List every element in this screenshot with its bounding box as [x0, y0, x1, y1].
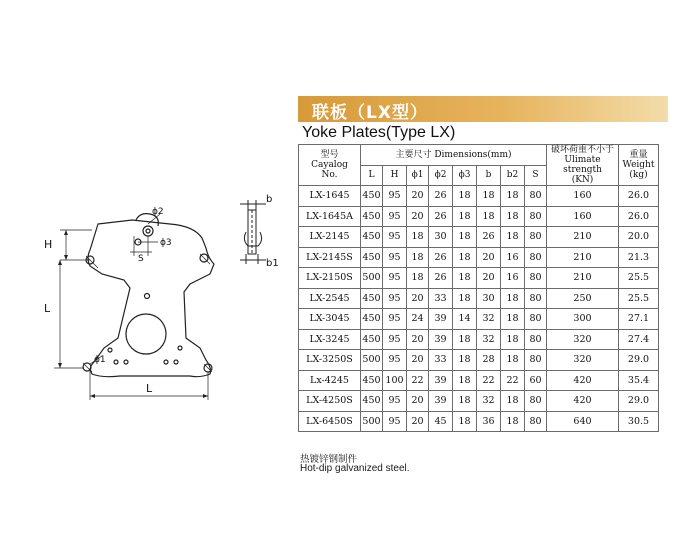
- cell-p1: 18: [407, 227, 429, 248]
- header-model-en1: Cayalog: [311, 160, 348, 170]
- cell-weight: 25.5: [619, 268, 659, 289]
- cell-p3: 18: [453, 288, 477, 309]
- cell-weight: 29.0: [619, 350, 659, 371]
- col-b2: b2: [501, 165, 525, 186]
- page-title: 联板（LX型）: [312, 103, 428, 123]
- label-b1: b1: [266, 258, 279, 269]
- cell-s: 80: [525, 206, 547, 227]
- mid-hole: [145, 294, 150, 299]
- cell-l: 450: [361, 391, 383, 412]
- table-row: [299, 288, 659, 309]
- cell-model: LX-2545: [299, 288, 361, 309]
- cell-strength: 300: [547, 309, 619, 330]
- cell-weight: 29.0: [619, 391, 659, 412]
- col-h: H: [383, 165, 407, 186]
- cell-h: 100: [383, 370, 407, 391]
- cell-b2: 18: [501, 411, 525, 432]
- lower-hole-b: [124, 360, 128, 364]
- header-dimensions: 主要尺寸 Dimensions(mm): [361, 145, 547, 166]
- cell-p2: 26: [429, 186, 453, 207]
- label-l-bottom: L: [146, 382, 153, 395]
- cell-b2: 18: [501, 309, 525, 330]
- cell-b: 36: [477, 411, 501, 432]
- cell-weight: 25.5: [619, 288, 659, 309]
- col-b: b: [477, 165, 501, 186]
- cell-b2: 18: [501, 206, 525, 227]
- cell-weight: 27.1: [619, 309, 659, 330]
- col-l: L: [361, 165, 383, 186]
- cell-b2: 16: [501, 268, 525, 289]
- cell-p1: 18: [407, 247, 429, 268]
- label-l-side: L: [44, 302, 51, 315]
- cell-weight: 26.0: [619, 206, 659, 227]
- cell-weight: 35.4: [619, 370, 659, 391]
- cell-p3: 18: [453, 350, 477, 371]
- label-s: S: [138, 254, 144, 264]
- cell-l: 450: [361, 288, 383, 309]
- cell-model: Lx-4245: [299, 370, 361, 391]
- col-phi1: ϕ1: [407, 165, 429, 186]
- cell-b2: 18: [501, 186, 525, 207]
- cell-p1: 22: [407, 370, 429, 391]
- yoke-plate-drawing: [40, 188, 280, 418]
- cell-model: LX-3045: [299, 309, 361, 330]
- cell-b: 30: [477, 288, 501, 309]
- table-row: [299, 247, 659, 268]
- cell-b: 28: [477, 350, 501, 371]
- cell-b: 32: [477, 309, 501, 330]
- cell-h: 95: [383, 206, 407, 227]
- cell-s: 80: [525, 391, 547, 412]
- cell-p2: 30: [429, 227, 453, 248]
- cell-l: 450: [361, 329, 383, 350]
- cell-p2: 45: [429, 411, 453, 432]
- cell-p2: 26: [429, 206, 453, 227]
- lower-hole-e: [108, 348, 112, 352]
- cell-p3: 18: [453, 247, 477, 268]
- label-phi1: ϕ1: [94, 355, 106, 365]
- cell-s: 80: [525, 288, 547, 309]
- cell-l: 500: [361, 411, 383, 432]
- cell-weight: 30.5: [619, 411, 659, 432]
- header-weight: [619, 145, 659, 186]
- cell-b2: 18: [501, 350, 525, 371]
- cell-p3: 18: [453, 206, 477, 227]
- cell-model: LX-6450S: [299, 411, 361, 432]
- cell-s: 80: [525, 268, 547, 289]
- cell-b: 20: [477, 268, 501, 289]
- cell-strength: 210: [547, 268, 619, 289]
- cell-p2: 39: [429, 391, 453, 412]
- header-weight-cn: 重量: [629, 150, 648, 160]
- header-weight-en: Weight: [622, 160, 655, 170]
- cell-h: 95: [383, 329, 407, 350]
- cell-model: LX-2145S: [299, 247, 361, 268]
- cell-h: 95: [383, 288, 407, 309]
- cell-l: 500: [361, 268, 383, 289]
- spec-table: [298, 144, 659, 432]
- cell-strength: 320: [547, 350, 619, 371]
- cell-strength: 640: [547, 411, 619, 432]
- cell-p1: 24: [407, 309, 429, 330]
- cell-model: LX-4250S: [299, 391, 361, 412]
- cell-b: 32: [477, 329, 501, 350]
- cell-p1: 20: [407, 329, 429, 350]
- cell-weight: 21.3: [619, 247, 659, 268]
- table-row: [299, 411, 659, 432]
- cell-h: 95: [383, 350, 407, 371]
- col-phi2: ϕ2: [429, 165, 453, 186]
- large-hole: [126, 314, 166, 354]
- cell-p2: 39: [429, 370, 453, 391]
- cell-s: 60: [525, 370, 547, 391]
- cell-p2: 39: [429, 309, 453, 330]
- cell-model: LX-3245: [299, 329, 361, 350]
- cell-b2: 18: [501, 391, 525, 412]
- cell-s: 80: [525, 227, 547, 248]
- cell-strength: 420: [547, 370, 619, 391]
- cell-p3: 14: [453, 309, 477, 330]
- note-en: Hot-dip galvanized steel.: [300, 463, 410, 474]
- cell-weight: 26.0: [619, 186, 659, 207]
- table-row: [299, 268, 659, 289]
- cell-l: 450: [361, 206, 383, 227]
- cell-p3: 18: [453, 411, 477, 432]
- cell-p2: 26: [429, 247, 453, 268]
- cell-strength: 160: [547, 186, 619, 207]
- lower-hole-c: [164, 360, 168, 364]
- cell-p1: 20: [407, 288, 429, 309]
- cell-s: 80: [525, 350, 547, 371]
- spec-table-body: [299, 186, 659, 432]
- cell-b2: 16: [501, 247, 525, 268]
- cell-p1: 18: [407, 268, 429, 289]
- cell-s: 80: [525, 247, 547, 268]
- cell-s: 80: [525, 309, 547, 330]
- cell-p1: 20: [407, 411, 429, 432]
- cell-h: 95: [383, 227, 407, 248]
- cell-h: 95: [383, 309, 407, 330]
- cell-p2: 33: [429, 350, 453, 371]
- phi2-hole: [143, 226, 153, 236]
- table-row: [299, 329, 659, 350]
- cell-p1: 20: [407, 350, 429, 371]
- cell-p1: 20: [407, 391, 429, 412]
- lower-hole-f: [178, 346, 182, 350]
- cell-strength: 210: [547, 247, 619, 268]
- label-b: b: [266, 194, 273, 205]
- cell-p2: 33: [429, 288, 453, 309]
- header-model: [299, 145, 361, 186]
- cell-b: 22: [477, 370, 501, 391]
- cell-l: 450: [361, 186, 383, 207]
- cell-b2: 18: [501, 288, 525, 309]
- lower-hole-d: [174, 360, 178, 364]
- label-phi3: ϕ3: [160, 238, 172, 248]
- header-weight-unit: (kg): [629, 170, 648, 180]
- cell-strength: 160: [547, 206, 619, 227]
- cell-s: 80: [525, 411, 547, 432]
- table-row: [299, 370, 659, 391]
- cell-p2: 39: [429, 329, 453, 350]
- cell-b2: 22: [501, 370, 525, 391]
- header-strength-cn: 破坏荷重不小于: [550, 145, 614, 155]
- cell-p1: 20: [407, 206, 429, 227]
- cell-p3: 18: [453, 370, 477, 391]
- lower-hole-a: [114, 360, 118, 364]
- cell-h: 95: [383, 391, 407, 412]
- table-row: [299, 206, 659, 227]
- cell-b2: 18: [501, 329, 525, 350]
- header-model-en2: No.: [321, 170, 338, 180]
- cell-model: LX-1645A: [299, 206, 361, 227]
- cell-p3: 18: [453, 329, 477, 350]
- cell-l: 450: [361, 309, 383, 330]
- cell-model: LX-1645: [299, 186, 361, 207]
- cell-h: 95: [383, 411, 407, 432]
- cell-h: 95: [383, 268, 407, 289]
- cell-strength: 210: [547, 227, 619, 248]
- cell-p3: 18: [453, 227, 477, 248]
- cell-b: 20: [477, 247, 501, 268]
- header-strength-en: Ulimate strength: [563, 155, 602, 175]
- col-s: S: [525, 165, 547, 186]
- table-row: [299, 391, 659, 412]
- label-phi2: ϕ2: [152, 207, 164, 217]
- cell-p3: 18: [453, 268, 477, 289]
- header-model-cn: 型号: [320, 150, 339, 160]
- cell-model: LX-2145: [299, 227, 361, 248]
- header-strength-unit: (KN): [571, 175, 594, 185]
- table-row: [299, 186, 659, 207]
- cell-s: 80: [525, 329, 547, 350]
- header-strength: [547, 145, 619, 186]
- cell-p1: 20: [407, 186, 429, 207]
- cell-b: 26: [477, 227, 501, 248]
- cell-strength: 250: [547, 288, 619, 309]
- cell-weight: 20.0: [619, 227, 659, 248]
- cell-l: 450: [361, 227, 383, 248]
- cell-p3: 18: [453, 186, 477, 207]
- cell-strength: 320: [547, 329, 619, 350]
- cell-l: 450: [361, 370, 383, 391]
- cell-p2: 26: [429, 268, 453, 289]
- cell-l: 500: [361, 350, 383, 371]
- table-row: [299, 227, 659, 248]
- cell-model: LX-2150S: [299, 268, 361, 289]
- side-view: [240, 200, 266, 264]
- cell-strength: 420: [547, 391, 619, 412]
- cell-s: 80: [525, 186, 547, 207]
- cell-h: 95: [383, 186, 407, 207]
- label-h: H: [44, 238, 53, 251]
- table-row: [299, 350, 659, 371]
- cell-b2: 18: [501, 227, 525, 248]
- cell-p3: 18: [453, 391, 477, 412]
- cell-model: LX-3250S: [299, 350, 361, 371]
- page-subtitle: Yoke Plates(Type LX): [302, 124, 456, 141]
- table-row: [299, 309, 659, 330]
- cell-weight: 27.4: [619, 329, 659, 350]
- cell-b: 32: [477, 391, 501, 412]
- cell-l: 450: [361, 247, 383, 268]
- cell-b: 18: [477, 186, 501, 207]
- cell-b: 18: [477, 206, 501, 227]
- col-phi3: ϕ3: [453, 165, 477, 186]
- note-cn: 热镀锌钢制件: [300, 454, 358, 465]
- cell-h: 95: [383, 247, 407, 268]
